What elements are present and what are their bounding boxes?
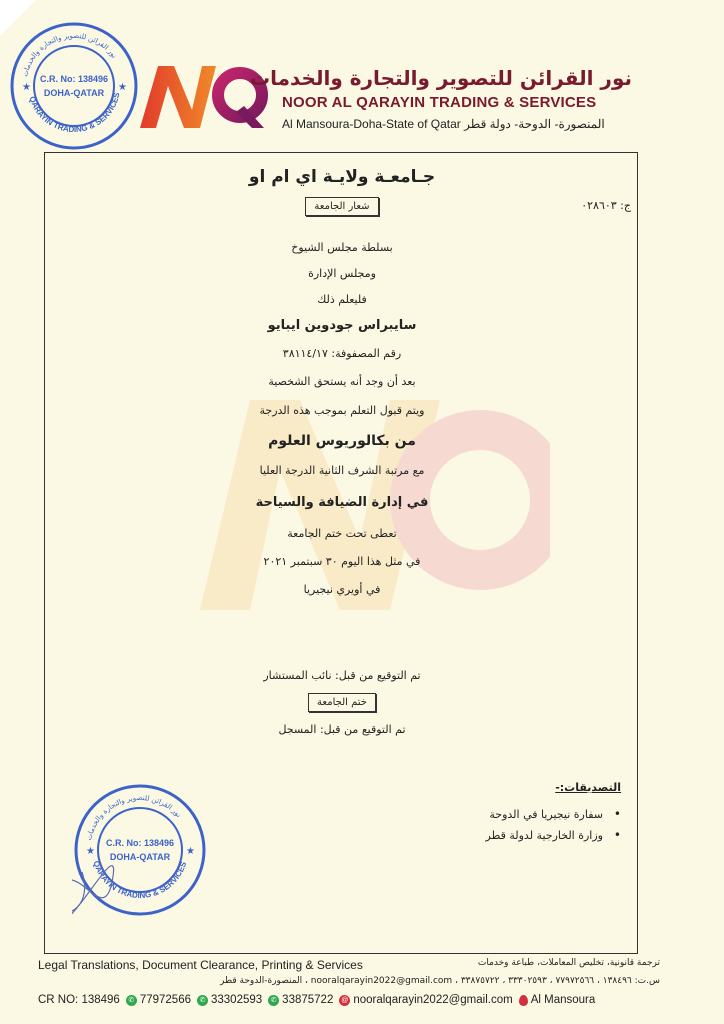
svg-text:نور القرائن للتصوير والتجارة و: نور القرائن للتصوير والتجارة والخدمات <box>84 793 183 842</box>
whatsapp-icon: ✆ <box>197 995 208 1006</box>
svg-text:★: ★ <box>22 82 31 93</box>
phone-contact[interactable]: ✆ 33875722 <box>268 994 333 1006</box>
company-stamp-bottom <box>72 782 208 918</box>
text-line: بسلطة مجلس الشيوخ <box>291 241 393 254</box>
university-logo-box: شعار الجامعة <box>305 197 378 216</box>
svg-text:★: ★ <box>186 846 195 857</box>
svg-text:QARAYIN TRADING & SERVICES: QARAYIN TRADING & SERVICES <box>27 91 122 135</box>
text-line: ومجلس الإدارة <box>308 267 376 280</box>
company-address <box>282 117 605 131</box>
issue-place: في أويري نيجيريا <box>303 583 381 596</box>
seal-placeholder-row <box>45 693 639 712</box>
svg-text:DOHA-QATAR: DOHA-QATAR <box>109 852 171 862</box>
svg-text:نور القرائن للتصوير والتجارة و: نور القرائن للتصوير والتجارة والخدمات <box>20 31 119 78</box>
svg-text:DOHA-QATAR: DOHA-QATAR <box>43 88 105 98</box>
svg-text:QARAYIN TRADING & SERVICES: QARAYIN TRADING & SERVICES <box>91 859 189 901</box>
major-field: في إدارة الضيافة والسياحة <box>255 495 429 510</box>
svg-text:★: ★ <box>86 846 95 857</box>
footer-contacts <box>38 994 595 1006</box>
company-name-english: NOOR AL QARAYIN TRADING & SERVICES <box>282 94 597 111</box>
footer-services-english: Legal Translations, Document Clearance, Printing & Services <box>38 958 363 972</box>
address-english: Al Mansoura-Doha-State of Qatar <box>282 117 461 131</box>
logo-placeholder-row <box>45 197 639 216</box>
email-icon: @ <box>341 996 349 1004</box>
footer-contacts-arabic: س.ت: ١٣٨٤٩٦ ، ٧٧٩٧٢٥٦٦ ، ٣٣٣٠٢٥٩٣ ، ٣٣٨٧٥٧٢٢ ، nooralqarayin2022@gmail.com ، المنصورة-الدوحة قطر <box>220 976 660 986</box>
address-arabic: المنصورة- الدوحة- دولة قطر <box>464 117 605 131</box>
cr-number: CR NO: 138496 <box>38 994 120 1006</box>
whatsapp-icon: ✆ <box>268 995 279 1006</box>
university-seal-box: ختم الجامعة <box>308 693 376 712</box>
reference-number: ج: ٠٢٨٦٠٣ <box>581 199 631 212</box>
company-name-arabic: نور القرائن للتصوير والتجارة والخدمات <box>250 66 632 90</box>
attestations-section <box>361 781 621 850</box>
registrar-line: تم التوقيع من قبل: المسجل <box>278 723 406 736</box>
matric-number: رقم المصفوفة: ٣٨١١٤/١٧ <box>282 347 402 360</box>
phone-contact[interactable]: ✆ 33302593 <box>197 994 262 1006</box>
whatsapp-icon: ✆ <box>126 995 137 1006</box>
university-title: جـامعـة ولايـة اي ام او <box>248 167 436 187</box>
email-contact[interactable]: @ nooralqarayin2022@gmail.com <box>341 994 513 1006</box>
text-line: تعطى تحت ختم الجامعة <box>287 527 397 540</box>
text-line: بعد أن وجد أنه يستحق الشخصية <box>268 375 416 388</box>
list-item: • سفارة نيجيريا في الدوحة <box>361 808 621 821</box>
folded-corner <box>0 0 36 36</box>
company-stamp-top <box>8 20 140 152</box>
vice-chancellor-line: تم التوقيع من قبل: نائب المستشار <box>263 669 421 682</box>
svg-text:C.R. No: 138496: C.R. No: 138496 <box>39 74 109 84</box>
phone-contact[interactable]: ✆ 77972566 <box>126 994 191 1006</box>
attestations-title: التصديقات:- <box>555 781 621 794</box>
svg-text:C.R. No: 138496: C.R. No: 138496 <box>105 838 175 848</box>
list-item: • وزارة الخارجية لدولة قطر <box>361 829 621 842</box>
issue-date: في مثل هذا اليوم ٣٠ سبتمبر ٢٠٢١ <box>263 555 421 568</box>
footer-services-arabic: ترجمة قانونية، تخليص المعاملات، طباعة وخدمات <box>477 958 660 968</box>
degree-title: من بكالوريوس العلوم <box>268 433 416 449</box>
location-contact: Al Mansoura <box>519 994 596 1006</box>
honours-line: مع مرتبة الشرف الثانية الدرجة العليا <box>259 464 425 477</box>
svg-text:★: ★ <box>118 82 127 93</box>
location-pin-icon <box>519 995 528 1006</box>
graduate-name: سايبراس جودوين ايبايو <box>267 318 417 333</box>
attestations-list <box>361 808 621 842</box>
text-line: فليعلم ذلك <box>317 293 367 306</box>
text-line: ويتم قبول التعلم بموجب هذه الدرجة <box>259 404 425 417</box>
